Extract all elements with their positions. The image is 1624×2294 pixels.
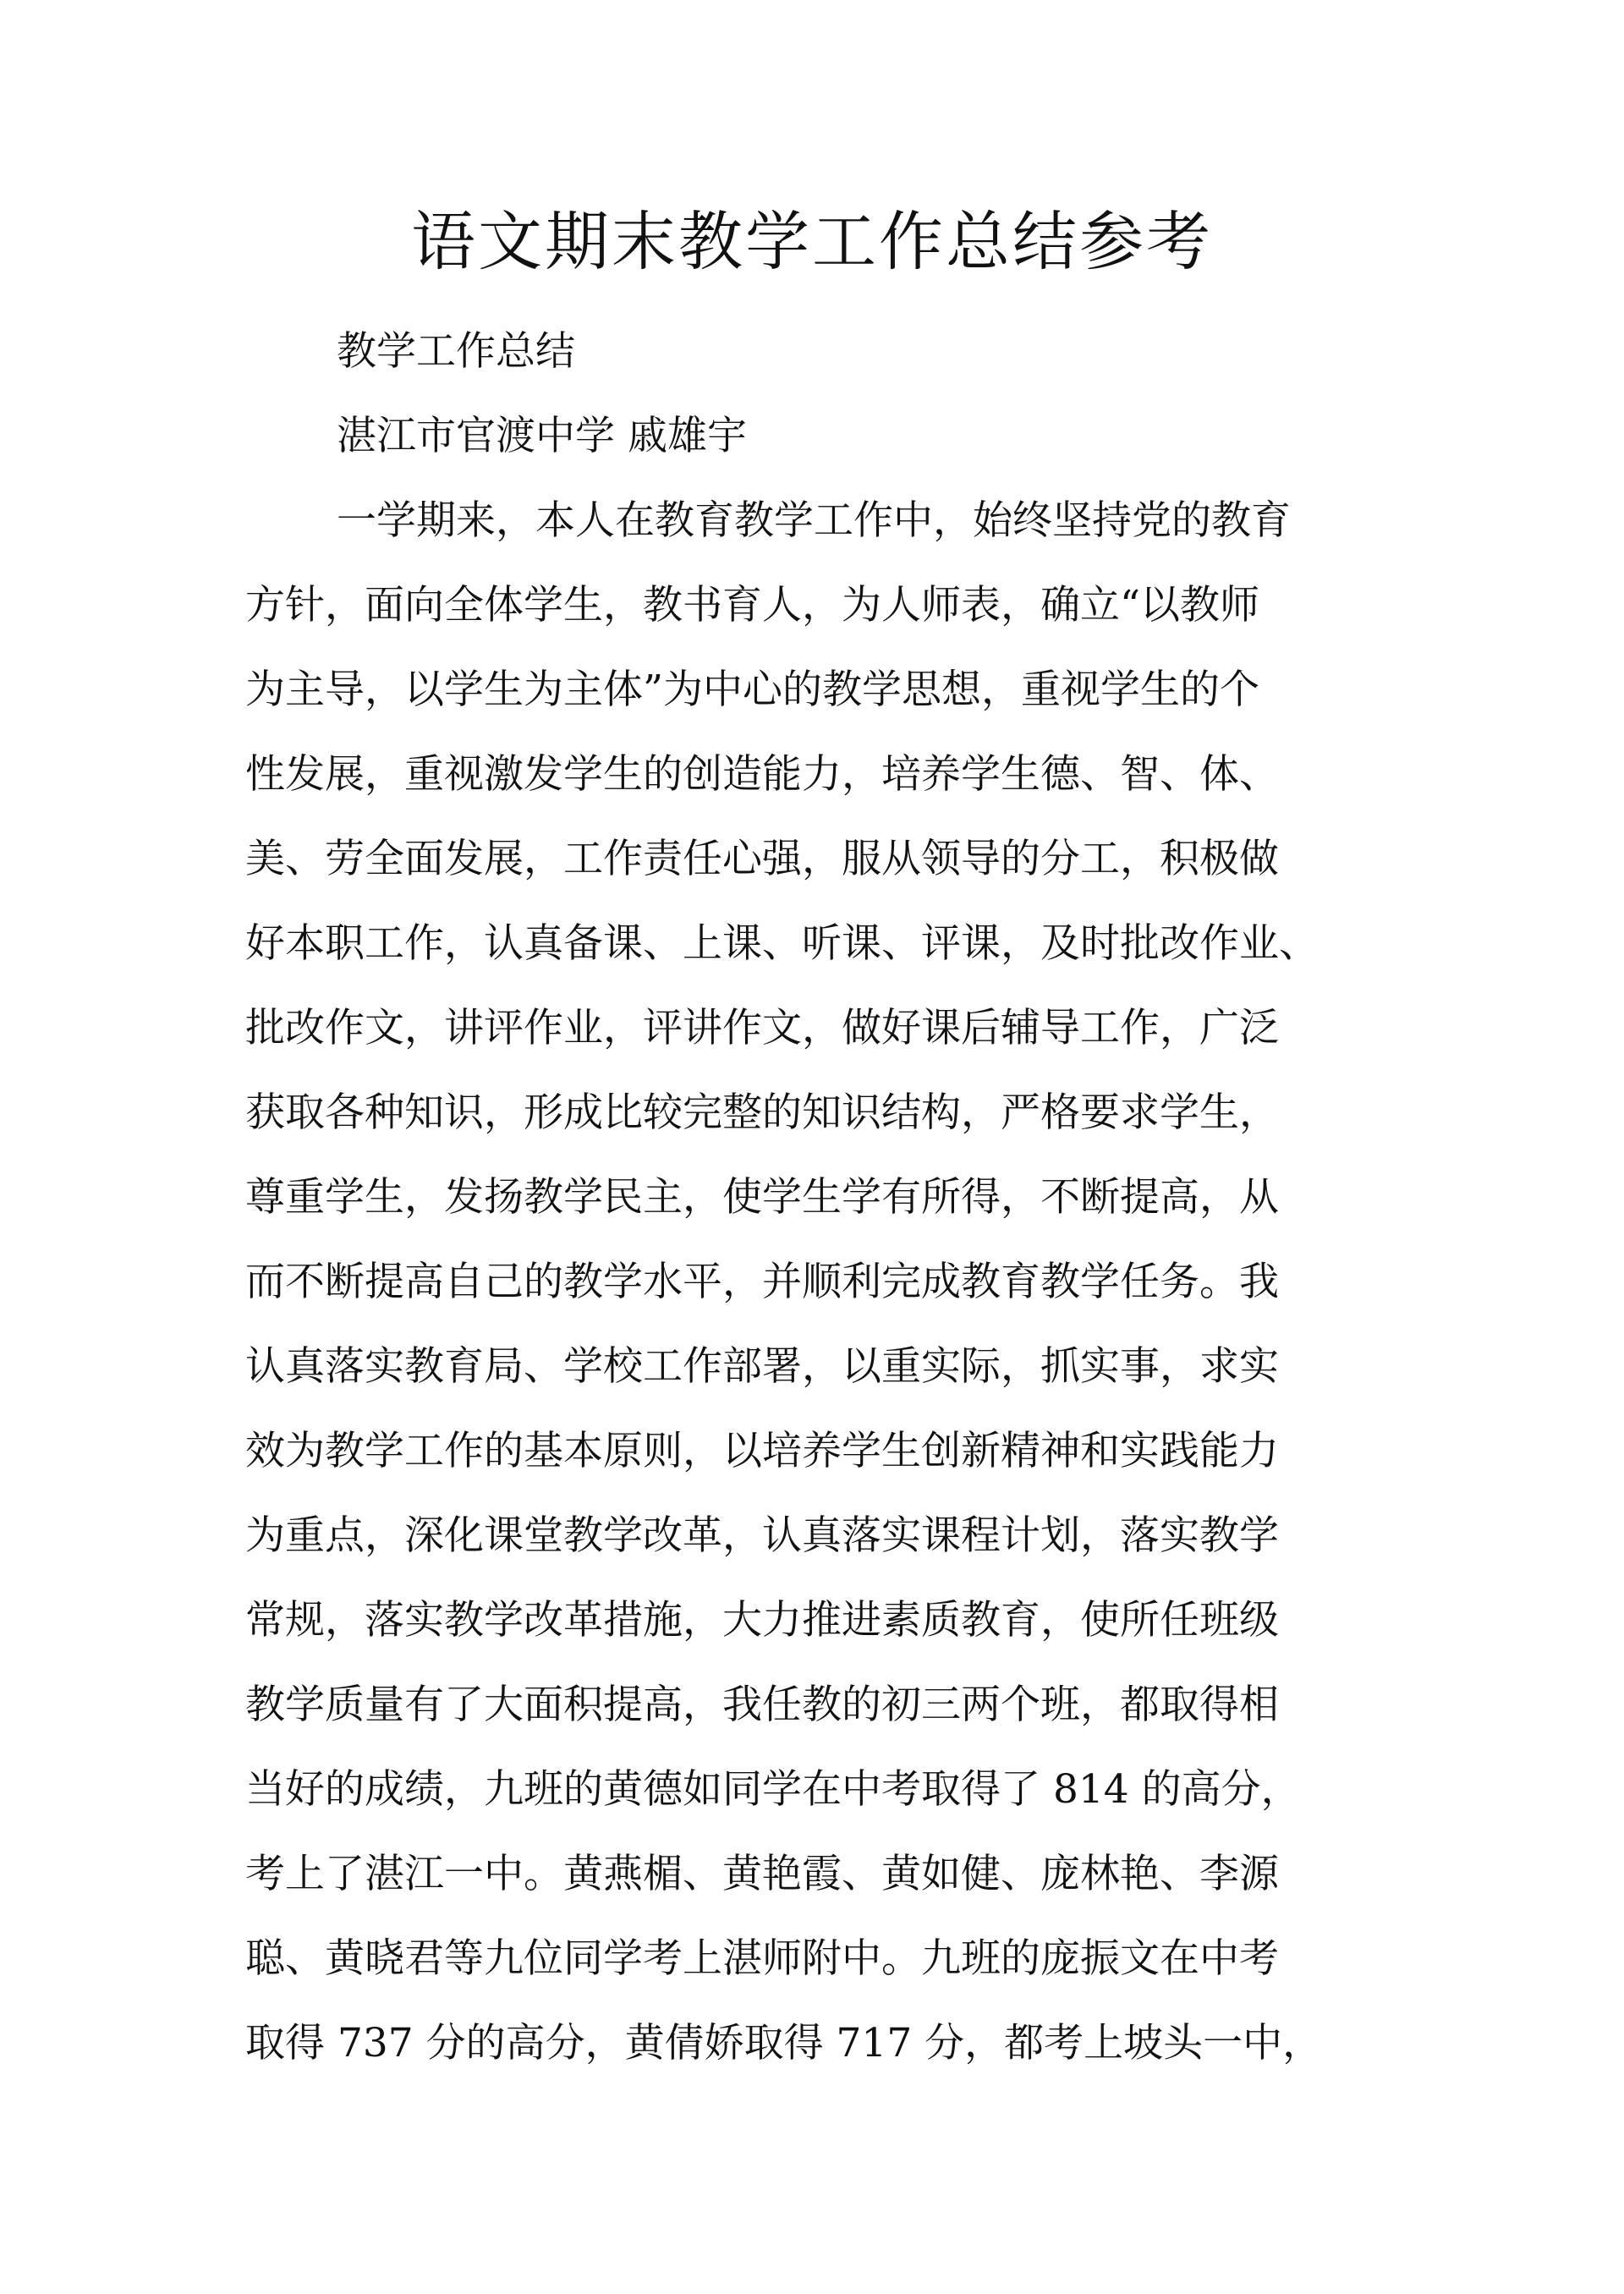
document-title: 语文期末教学工作总结参考: [411, 204, 1213, 279]
paragraph-line: 常规，落实教学改革措施，大力推进素质教育，使所任班级: [245, 1597, 1279, 1644]
paragraph-line: 考上了湛江一中。黄燕楣、黄艳霞、黄如健、庞林艳、李源: [245, 1851, 1279, 1897]
paragraph-line: 认真落实教育局、学校工作部署，以重实际，抓实事，求实: [245, 1343, 1279, 1390]
paragraph-line: 获取各种知识，形成比较完整的知识结构，严格要求学生，: [245, 1089, 1279, 1136]
paragraph-line: 性发展，重视激发学生的创造能力，培养学生德、智、体、: [245, 751, 1279, 798]
paragraph-line: 美、劳全面发展，工作责任心强，服从领导的分工，积极做: [245, 836, 1279, 882]
paragraph-line: 效为教学工作的基本原则，以培养学生创新精神和实践能力: [245, 1428, 1279, 1474]
paragraph-line: 教学质量有了大面积提高，我任教的初三两个班，都取得相: [245, 1682, 1279, 1728]
paragraph-line: 而不断提高自己的教学水平，并顺利完成教育教学任务。我: [245, 1259, 1279, 1305]
paragraph-line: 取得 737 分的高分，黄倩娇取得 717 分，都考上坡头一中，: [245, 2020, 1323, 2066]
paragraph-line: 为主导，以学生为主体”为中心的教学思想，重视学生的个: [245, 667, 1260, 713]
paragraph-line: 一学期来，本人在教育教学工作中，始终坚持党的教育: [337, 497, 1291, 544]
paragraph-line: 好本职工作，认真备课、上课、听课、评课，及时批改作业、: [245, 920, 1319, 967]
subtitle-line: 教学工作总结: [337, 328, 575, 375]
paragraph-line: 尊重学生，发扬教学民主，使学生学有所得，不断提高，从: [245, 1174, 1279, 1221]
paragraph-line: 当好的成绩，九班的黄德如同学在中考取得了 814 的高分，: [245, 1766, 1301, 1813]
author-line: 湛江市官渡中学 戚雄宇: [337, 413, 747, 459]
paragraph-line: 为重点，深化课堂教学改革，认真落实课程计划，落实教学: [245, 1512, 1279, 1559]
document-body: [245, 310, 1387, 2086]
paragraph-line: 聪、黄晓君等九位同学考上湛师附中。九班的庞振文在中考: [245, 1935, 1279, 1982]
paragraph-line: 方针，面向全体学生，教书育人，为人师表，确立“以教师: [245, 582, 1260, 628]
paragraph-line: 批改作文，讲评作业，评讲作文，做好课后辅导工作，广泛: [245, 1005, 1279, 1051]
